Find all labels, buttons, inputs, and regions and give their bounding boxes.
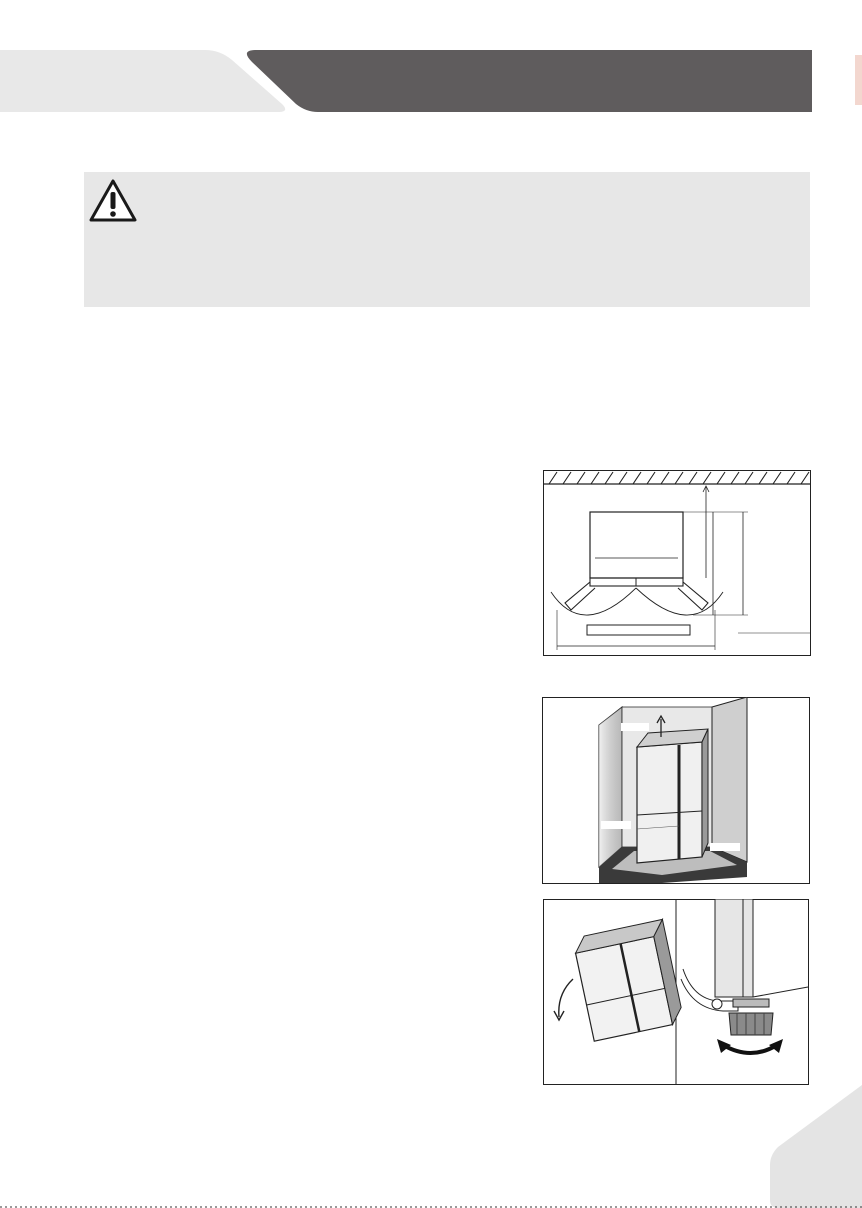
header-title-band	[244, 50, 812, 112]
page-corner-tab	[770, 1085, 862, 1208]
leveling-illustration	[543, 899, 809, 1085]
warning-box	[84, 172, 810, 307]
corner-tab-shape	[770, 1085, 862, 1208]
corner-placement-illustration	[542, 697, 810, 884]
leveling-drawing	[543, 899, 809, 1085]
corner-placement-drawing	[542, 697, 810, 884]
header-left-tab	[0, 50, 285, 112]
clearance-diagram	[543, 470, 811, 656]
header-shapes	[0, 0, 862, 130]
warning-triangle-icon	[88, 178, 138, 224]
header-edge-accent	[855, 55, 862, 105]
page-header	[0, 0, 862, 130]
clearance-diagram-drawing	[543, 470, 811, 656]
